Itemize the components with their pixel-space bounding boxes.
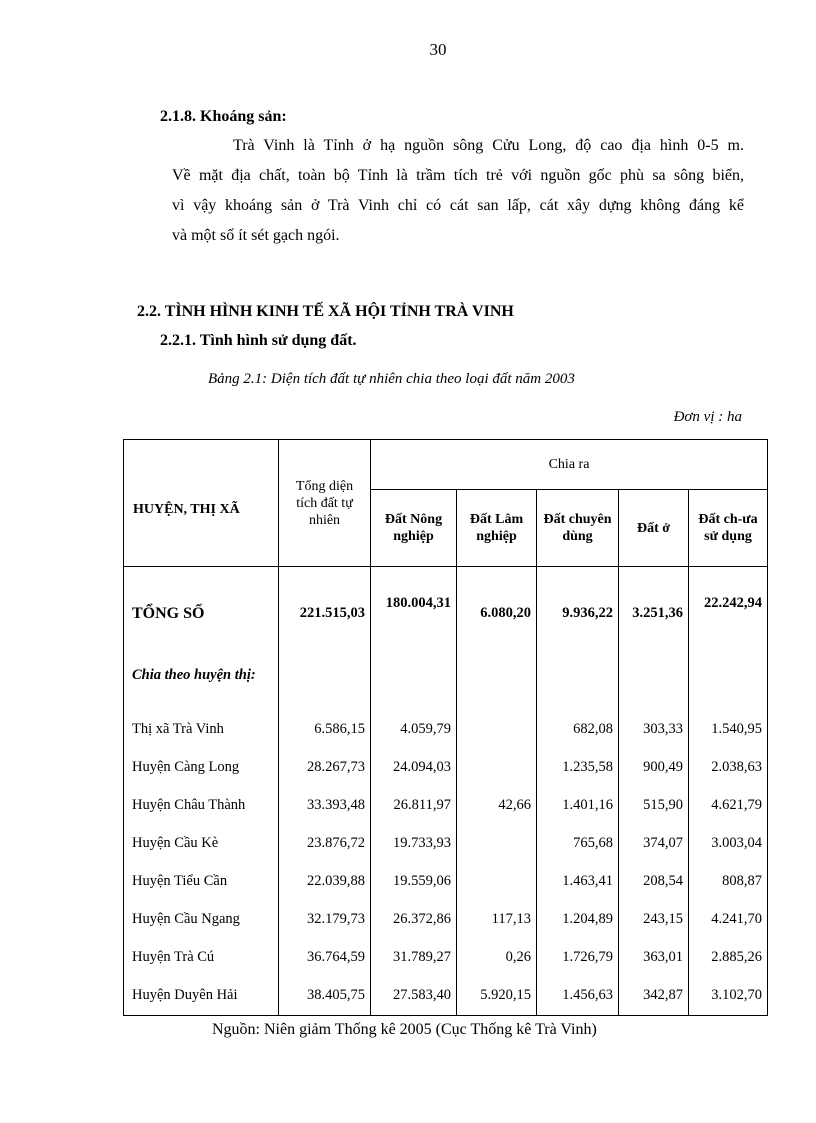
table-row-total [124,567,768,639]
table-source: Nguồn: Niên giảm Thống kê 2005 (Cục Thống kê Trà Vinh) [212,1021,597,1038]
row-name: Huyện Càng Long [124,749,279,787]
row-unused: 3.003,04 [689,825,768,863]
row-total: 32.179,73 [279,901,371,939]
row-agri: 19.559,06 [371,863,457,901]
row-residential: 303,33 [619,711,689,749]
section-2-2-1-heading: 2.2.1. Tình hình sử dụng đất. [160,332,357,349]
table-row [124,711,768,749]
row-forest [457,749,537,787]
row-unused: 4.241,70 [689,901,768,939]
table-row [124,977,768,1016]
total-total: 221.515,03 [279,567,371,639]
row-residential: 342,87 [619,977,689,1016]
row-name: Huyện Cầu Ngang [124,901,279,939]
row-agri: 27.583,40 [371,977,457,1016]
table-caption: Bảng 2.1: Diện tích đất tự nhiên chia theo loại đất năm 2003 [208,371,575,387]
row-agri: 31.789,27 [371,939,457,977]
row-name: Thị xã Trà Vinh [124,711,279,749]
header-total: Tổng diện tích đất tự nhiên [279,440,371,567]
row-residential: 243,15 [619,901,689,939]
row-residential: 208,54 [619,863,689,901]
row-forest: 5.920,15 [457,977,537,1016]
header-split: Chia ra [371,440,768,490]
row-residential: 900,49 [619,749,689,787]
row-agri: 26.811,97 [371,787,457,825]
row-agri: 24.094,03 [371,749,457,787]
row-agri: 4.059,79 [371,711,457,749]
section-2-1-8-heading: 2.1.8. Khoáng sản: [160,108,287,125]
section-2-2-heading: 2.2. TÌNH HÌNH KINH TẾ XÃ HỘI TỈNH TRÀ VINH [137,303,514,320]
row-special: 765,68 [537,825,619,863]
row-forest [457,863,537,901]
row-total: 36.764,59 [279,939,371,977]
row-unused: 4.621,79 [689,787,768,825]
row-special: 682,08 [537,711,619,749]
table-subheading: Chia theo huyện thị: [124,639,279,711]
row-special: 1.463,41 [537,863,619,901]
header-special: Đất chuyên dùng [537,490,619,567]
row-unused: 2.038,63 [689,749,768,787]
row-residential: 363,01 [619,939,689,977]
row-total: 38.405,75 [279,977,371,1016]
row-unused: 2.885,26 [689,939,768,977]
row-special: 1.204,89 [537,901,619,939]
row-total: 22.039,88 [279,863,371,901]
header-unused: Đất ch-ưa sử dụng [689,490,768,567]
total-special: 9.936,22 [537,567,619,639]
row-name: Huyện Châu Thành [124,787,279,825]
row-total: 6.586,15 [279,711,371,749]
row-special: 1.401,16 [537,787,619,825]
row-name: Huyện Duyên Hải [124,977,279,1016]
total-unused: 22.242,94 [689,567,768,639]
row-special: 1.235,58 [537,749,619,787]
row-residential: 515,90 [619,787,689,825]
row-special: 1.726,79 [537,939,619,977]
total-label: TỔNG SỐ [124,567,279,639]
header-forest: Đất Lâm nghiệp [457,490,537,567]
paragraph-line: Về mặt địa chất, toàn bộ Tỉnh là trầm tích trẻ với nguồn gốc phù sa sông biển, [172,167,744,184]
table-unit: Đơn vị : ha [673,409,742,425]
row-name: Huyện Trà Cú [124,939,279,977]
table-row-subheading [124,639,768,711]
row-special: 1.456,63 [537,977,619,1016]
paragraph-line: vì vậy khoáng sản ở Trà Vinh chỉ có cát san lấp, cát xây dựng không đáng kể [172,197,744,214]
table-row [124,825,768,863]
row-total: 23.876,72 [279,825,371,863]
row-forest: 42,66 [457,787,537,825]
header-residential: Đất ở [619,490,689,567]
table-row [124,901,768,939]
row-unused: 1.540,95 [689,711,768,749]
page-number: 30 [429,40,447,59]
total-forest: 6.080,20 [457,567,537,639]
row-unused: 808,87 [689,863,768,901]
table-row [124,749,768,787]
table-row [124,787,768,825]
table-row [124,863,768,901]
table-row [124,939,768,977]
paragraph-line: và một số ít sét gạch ngói. [172,227,340,244]
row-total: 33.393,48 [279,787,371,825]
row-unused: 3.102,70 [689,977,768,1016]
header-agri: Đất Nông nghiệp [371,490,457,567]
row-forest: 0,26 [457,939,537,977]
row-name: Huyện Cầu Kè [124,825,279,863]
row-residential: 374,07 [619,825,689,863]
section-2-1-8-paragraph [172,131,744,251]
paragraph-line: Trà Vinh là Tỉnh ở hạ nguồn sông Cửu Long, độ cao địa hình 0-5 m. [233,137,744,154]
row-forest [457,711,537,749]
row-name: Huyện Tiểu Cần [124,863,279,901]
row-forest [457,825,537,863]
row-agri: 19.733,93 [371,825,457,863]
total-residential: 3.251,36 [619,567,689,639]
row-forest: 117,13 [457,901,537,939]
header-district: HUYỆN, THỊ XÃ [124,440,279,567]
land-use-table [123,439,768,1016]
total-agri: 180.004,31 [371,567,457,639]
row-total: 28.267,73 [279,749,371,787]
row-agri: 26.372,86 [371,901,457,939]
